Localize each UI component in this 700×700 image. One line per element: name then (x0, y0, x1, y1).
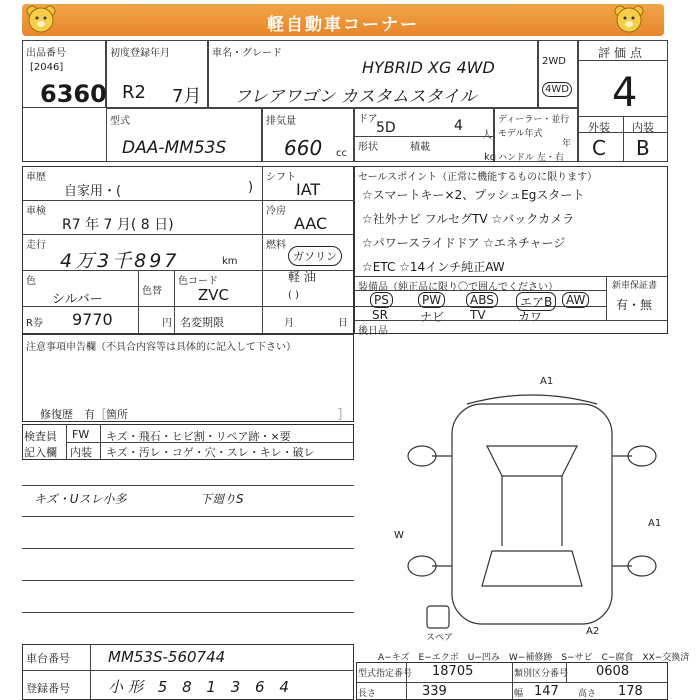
equip-sr: SR (372, 308, 388, 322)
warranty-value: 有・無 (616, 298, 653, 312)
fw-items: キズ・飛石・ヒビ割・リペア跡・×要 (106, 430, 291, 443)
category-value: 0608 (596, 664, 630, 679)
category-label: 類別区分番号 (514, 669, 569, 679)
equip-navi: ナビ (420, 310, 445, 324)
handle-label: ハンドル 左・右 (498, 153, 564, 163)
damage-legend: A−キズ E−エクボ U−凹み W−補修跡 S−サビ C−腐食 XX−交換済 (378, 653, 690, 663)
equip-abs: ABS (466, 292, 498, 308)
lot-number: 6360 (40, 80, 107, 108)
seat-unit: 人 (482, 130, 492, 141)
yen-unit: 円 (162, 318, 172, 329)
spare-label: スペア (426, 633, 454, 643)
length-value: 339 (422, 684, 447, 699)
day-unit: 日 (338, 318, 348, 329)
equip-aw: AW (562, 292, 589, 308)
ext-grade: C (592, 136, 606, 160)
equip-ps: PS (370, 292, 393, 308)
reg-no-label: 登録番号 (26, 682, 70, 695)
type-spec-label: 型式指定番号 (358, 669, 413, 679)
history-label: 車歴 (26, 172, 46, 183)
fuel-gasoline: ガソリン (288, 246, 342, 266)
km-unit: km (222, 256, 238, 267)
bear-logo-icon (612, 4, 646, 34)
sales-line-4: ☆ETC ☆14インチ純正AW (362, 260, 505, 274)
header-banner (22, 4, 664, 36)
capacity-label: 積載 (410, 142, 430, 153)
damage-mark-bottom: A2 (586, 626, 600, 637)
model-code-label: 型式 (110, 116, 130, 127)
aircon-value: AAC (294, 214, 328, 233)
mileage-value: 4万3千897 (60, 250, 180, 272)
fuel-diesel: 軽 油 (288, 270, 316, 284)
page-title: 軽自動車コーナー (267, 15, 419, 35)
height-label: 高さ (578, 689, 597, 699)
first-reg-month: 7月 (172, 86, 202, 107)
recycle-value: 9770 (72, 310, 113, 329)
seats: 4 (454, 118, 463, 134)
bear-logo-icon (24, 4, 58, 34)
int-grade: B (636, 136, 650, 160)
width-value: 147 (534, 684, 559, 699)
warranty-label: 新車保証書 (612, 281, 658, 291)
displacement: 660 (284, 136, 323, 160)
inspection-label: 車検 (26, 206, 46, 217)
damage-mark-left: W (394, 530, 404, 541)
notes-label: 注意事項申告欄（不具合内容等は具体的に記入して下さい） (26, 342, 296, 353)
history-close: ) (248, 180, 254, 195)
reg-no-value: 小形 5 8 1 3 6 4 (108, 678, 294, 696)
model-grade: HYBRID XG 4WD (362, 58, 495, 77)
interior-items: キズ・汚レ・コゲ・穴・スレ・キレ・破レ (106, 446, 315, 459)
drive-4wd: 4WD (542, 82, 572, 97)
chassis-number: MM53S-560744 (108, 648, 226, 666)
history-value: 自家用・( (64, 184, 122, 199)
mileage-label: 走行 (26, 240, 46, 251)
height-value: 178 (618, 684, 643, 699)
shape-label: 形状 (358, 142, 378, 153)
first-reg-label: 初度登録年月 (110, 48, 170, 59)
model-code: DAA-MM53S (122, 138, 227, 158)
recycle-label: R券 (26, 318, 43, 329)
displacement-label: 排気量 (266, 116, 296, 127)
fuel-paren: ( ) (288, 290, 299, 301)
repair-close: ］ (338, 408, 349, 421)
dealer-label: ディーラー・並行 (498, 115, 570, 125)
model-year-label: モデル年式 (498, 129, 543, 139)
type-spec-value: 18705 (432, 664, 474, 679)
inspection-value: R7 年 7 月( 8 日) (62, 217, 174, 233)
length-label: 長さ (358, 689, 377, 699)
cc-unit: cc (336, 148, 347, 159)
equip-pw: PW (418, 292, 445, 308)
repair-label: 修復歴 有［箇所 (40, 408, 128, 421)
shift-label: シフト (266, 172, 296, 183)
drive-2wd: 2WD (542, 56, 566, 67)
equipment-label: 装備品（純正品に限り〇で囲んでください） (358, 282, 558, 293)
width-label: 幅 (514, 689, 524, 699)
sales-label: セールスポイント（正常に機能するものに限ります） (358, 172, 598, 183)
color-code: ZVC (198, 286, 230, 304)
chassis-label: 車台番号 (26, 652, 70, 665)
shift-value: IAT (296, 180, 321, 199)
model-name-label: 車名・グレード (212, 48, 282, 59)
damage-mark-right: A1 (648, 518, 662, 529)
damage-mark-top: A1 (540, 376, 554, 387)
aircon-label: 冷房 (266, 206, 286, 217)
sales-line-2: ☆社外ナビ フルセグTV ☆バックカメラ (362, 212, 575, 226)
name-change-label: 名変期限 (180, 316, 224, 329)
color-code-label: 色コード (178, 276, 218, 287)
fuel-label: 燃料 (266, 240, 286, 251)
first-reg-era: R2 (122, 82, 146, 103)
int-label: 内装 (632, 121, 654, 134)
year-unit: 年 (562, 139, 572, 149)
inspector-note-right: 下廻りS (200, 492, 244, 506)
color-value: シルバー (52, 292, 103, 307)
inspection-sheet (22, 40, 690, 700)
model-name: フレアワゴン カスタムスタイル (234, 87, 477, 107)
color-label: 色 (26, 276, 36, 287)
door-label: ドア (358, 114, 378, 125)
lot-label: 出品番号 (26, 48, 66, 59)
equip-tv: TV (470, 308, 486, 322)
score-label: 評価点 (598, 46, 647, 60)
interior-label: 内装 (70, 446, 92, 459)
inspector-label-2: 記入欄 (24, 446, 57, 459)
month-unit: 月 (284, 318, 294, 329)
drive-cell (538, 40, 578, 108)
fw-label: FW (72, 428, 90, 441)
kg-unit: kg (484, 152, 497, 163)
inspector-label: 検査員 (24, 430, 57, 443)
inspector-note-left: キズ・Uスレ小多 (34, 492, 127, 506)
lot-sub: [2046] (30, 62, 64, 73)
sales-line-3: ☆パワースライドドア ☆エネチャージ (362, 236, 566, 250)
doors: 5D (376, 120, 396, 136)
score-value: 4 (612, 70, 638, 116)
sales-line-1: ☆スマートキー×2、プッシュEgスタート (362, 188, 585, 202)
later-items-label: 後日品 (358, 326, 388, 337)
equip-leather: カワ (518, 310, 543, 324)
car-diagram (392, 376, 668, 638)
color-tone-label: 色替 (142, 286, 162, 297)
equip-airbag: エアB (516, 292, 556, 311)
ext-label: 外装 (588, 121, 610, 134)
